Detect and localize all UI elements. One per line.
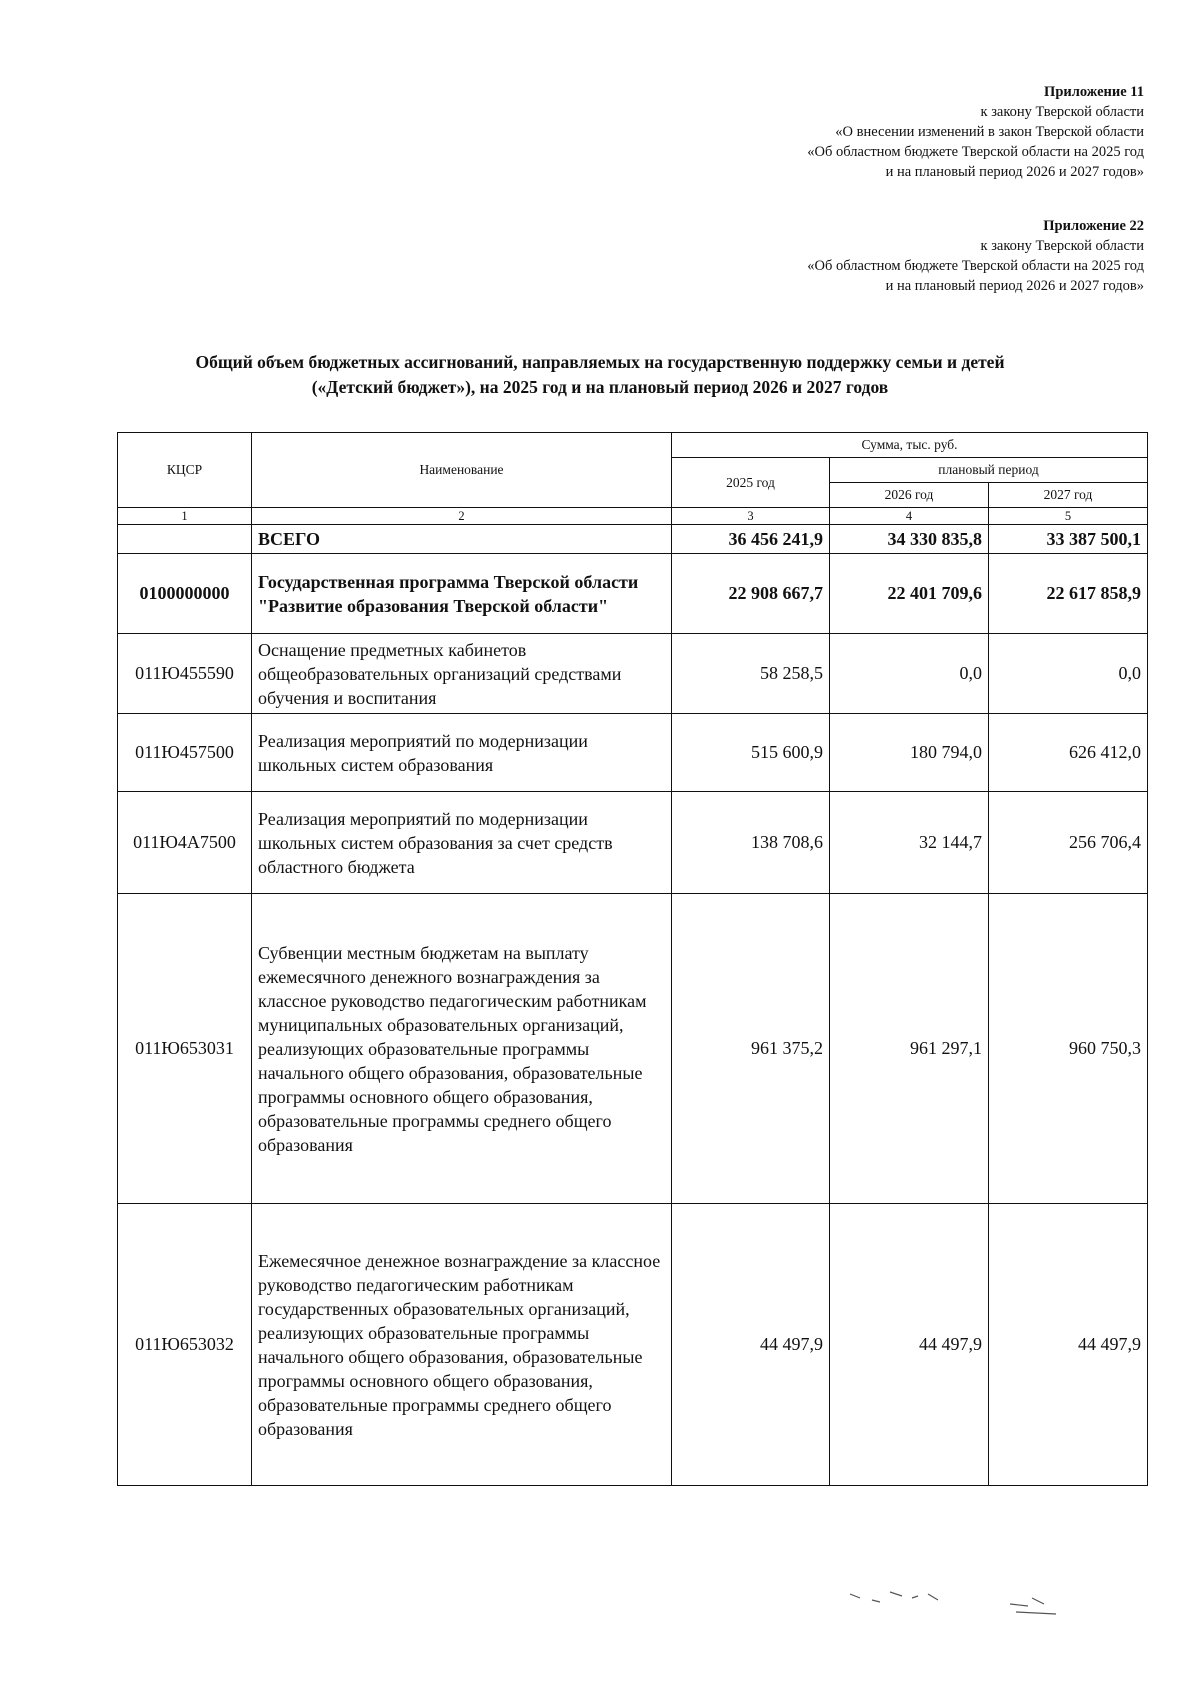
total-code-cell bbox=[118, 525, 252, 554]
row-2027: 960 750,3 bbox=[989, 894, 1148, 1204]
appendix-22-title: Приложение 22 bbox=[1043, 218, 1144, 234]
appendix-11-line: «О внесении изменений в закон Тверской области bbox=[835, 124, 1144, 140]
header-year-2027: 2027 год bbox=[989, 483, 1148, 508]
row-name: Реализация мероприятий по модернизации школьных систем образования за счет средств областного бюджета bbox=[252, 792, 672, 894]
row-2027: 0,0 bbox=[989, 634, 1148, 714]
appendix-22-line: и на плановый период 2026 и 2027 годов» bbox=[885, 278, 1144, 294]
row-2025: 961 375,2 bbox=[672, 894, 830, 1204]
row-2026: 180 794,0 bbox=[830, 714, 989, 792]
row-2027: 22 617 858,9 bbox=[989, 554, 1148, 634]
row-2025: 44 497,9 bbox=[672, 1204, 830, 1486]
row-name: Ежемесячное денежное вознаграждение за классное руководство педагогическим работникам государственных образовательных организаций, реализующих образовательные программы начального общего образования, образовательные программы основного общего образования, образовательные программы среднего общего образования bbox=[252, 1204, 672, 1486]
header-sum: Сумма, тыс. руб. bbox=[672, 433, 1148, 458]
header-name: Наименование bbox=[252, 433, 672, 508]
appendix-11-line: к закону Тверской области bbox=[980, 104, 1144, 120]
appendix-11-line: и на плановый период 2026 и 2027 годов» bbox=[885, 164, 1144, 180]
table-row bbox=[118, 792, 1148, 894]
row-name: Оснащение предметных кабинетов общеобразовательных организаций средствами обучения и воспитания bbox=[252, 634, 672, 714]
row-2027: 256 706,4 bbox=[989, 792, 1148, 894]
total-2027: 33 387 500,1 bbox=[989, 525, 1148, 554]
table-row bbox=[118, 1204, 1148, 1486]
column-number: 3 bbox=[672, 508, 830, 525]
column-number: 1 bbox=[118, 508, 252, 525]
appendix-22-line: «Об областном бюджете Тверской области на 2025 год bbox=[807, 258, 1144, 274]
header-year-2026: 2026 год bbox=[830, 483, 989, 508]
row-name: Субвенции местным бюджетам на выплату ежемесячного денежного вознаграждения за классное руководство педагогическим работникам муниципальных образовательных организаций, реализующих образовательные программы начального общего образования, образовательные программы основного общего образования, образовательные программы среднего общего образования bbox=[252, 894, 672, 1204]
column-number: 2 bbox=[252, 508, 672, 525]
total-2025: 36 456 241,9 bbox=[672, 525, 830, 554]
table-row bbox=[118, 894, 1148, 1204]
appendix-11-title: Приложение 11 bbox=[1044, 84, 1144, 100]
row-2025: 22 908 667,7 bbox=[672, 554, 830, 634]
header-planned-period: плановый период bbox=[830, 458, 1148, 483]
document-title-line2: («Детский бюджет»), на 2025 год и на плановый период 2026 и 2027 годов bbox=[311, 377, 889, 397]
document-title-line1: Общий объем бюджетных ассигнований, направляемых на государственную поддержку семьи и детей bbox=[195, 352, 1005, 372]
row-code: 011Ю457500 bbox=[118, 714, 252, 792]
row-name: Государственная программа Тверской области "Развитие образования Тверской области" bbox=[252, 554, 672, 634]
row-code: 0100000000 bbox=[118, 554, 252, 634]
row-code: 011Ю4А7500 bbox=[118, 792, 252, 894]
row-2025: 515 600,9 bbox=[672, 714, 830, 792]
row-2026: 0,0 bbox=[830, 634, 989, 714]
column-number-row bbox=[118, 508, 1148, 525]
table-row bbox=[118, 554, 1148, 634]
row-code: 011Ю653032 bbox=[118, 1204, 252, 1486]
row-name: Реализация мероприятий по модернизации школьных систем образования bbox=[252, 714, 672, 792]
row-2026: 44 497,9 bbox=[830, 1204, 989, 1486]
row-code: 011Ю653031 bbox=[118, 894, 252, 1204]
budget-table bbox=[117, 432, 1148, 1486]
row-2026: 961 297,1 bbox=[830, 894, 989, 1204]
row-2025: 138 708,6 bbox=[672, 792, 830, 894]
table-row bbox=[118, 714, 1148, 792]
scan-artifact-marks bbox=[820, 1580, 1140, 1630]
document-title bbox=[150, 350, 1050, 400]
column-number: 5 bbox=[989, 508, 1148, 525]
row-code: 011Ю455590 bbox=[118, 634, 252, 714]
header-year-2025: 2025 год bbox=[672, 458, 830, 508]
total-label: ВСЕГО bbox=[252, 525, 672, 554]
row-2027: 626 412,0 bbox=[989, 714, 1148, 792]
appendix-22-line: к закону Тверской области bbox=[980, 238, 1144, 254]
appendix-11-line: «Об областном бюджете Тверской области на 2025 год bbox=[807, 144, 1144, 160]
appendix-11-header bbox=[807, 82, 1144, 182]
row-2026: 22 401 709,6 bbox=[830, 554, 989, 634]
total-row bbox=[118, 525, 1148, 554]
total-2026: 34 330 835,8 bbox=[830, 525, 989, 554]
appendix-22-header bbox=[807, 216, 1144, 296]
header-code: КЦСР bbox=[118, 433, 252, 508]
row-2025: 58 258,5 bbox=[672, 634, 830, 714]
table-row bbox=[118, 634, 1148, 714]
row-2026: 32 144,7 bbox=[830, 792, 989, 894]
row-2027: 44 497,9 bbox=[989, 1204, 1148, 1486]
column-number: 4 bbox=[830, 508, 989, 525]
